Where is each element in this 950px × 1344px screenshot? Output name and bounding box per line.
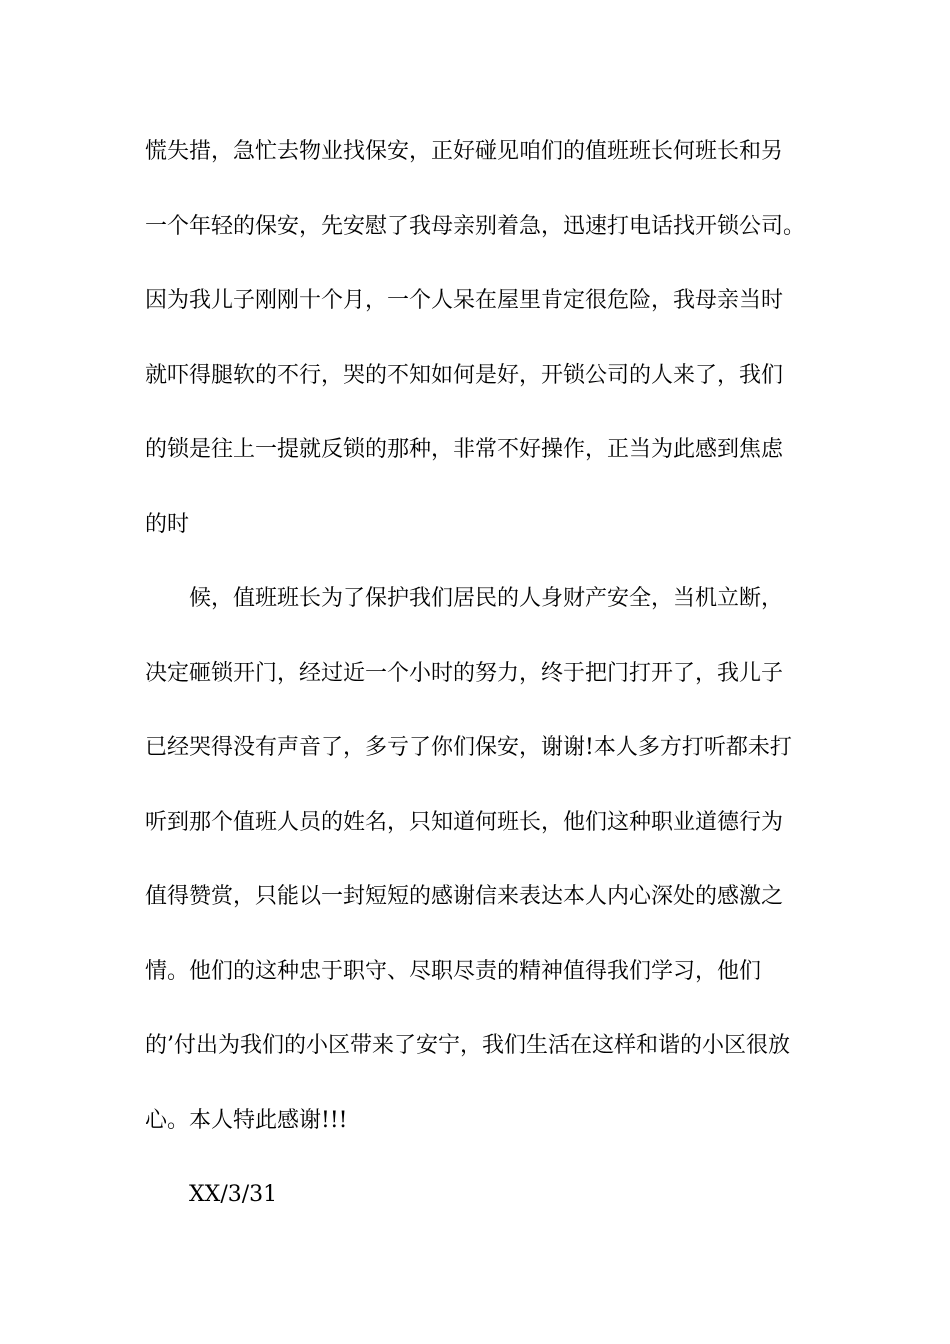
paragraph-line-2: 一个年轻的保安，先安慰了我母亲别着急，迅速打电话找开锁公司。: [145, 214, 806, 239]
paragraph-line-1: 慌失措，急忙去物业找保安，正好碰见咱们的值班班长何班长和另: [145, 139, 784, 164]
paragraph-line-8: 决定砸锁开门，经过近一个小时的努力，终于把门打开了，我儿子: [145, 661, 784, 686]
paragraph-line-14: 心。本人特此感谢!!!: [145, 1108, 348, 1133]
paragraph-line-12: 情。他们的这种忠于职守、尽职尽责的精神值得我们学习，他们: [145, 959, 762, 984]
date-line: XX/3/31: [189, 1182, 278, 1207]
paragraph-line-4: 就吓得腿软的不行，哭的不知如何是好，开锁公司的人来了，我们: [145, 363, 784, 388]
paragraph-line-6: 的时: [145, 512, 190, 537]
paragraph-line-5: 的锁是往上一提就反锁的那种，非常不好操作，正当为此感到焦虑: [145, 437, 784, 462]
paragraph-line-10: 听到那个值班人员的姓名，只知道何班长，他们这种职业道德行为: [145, 810, 784, 835]
paragraph-line-13: 的’付出为我们的小区带来了安宁，我们生活在这样和谐的小区很放: [145, 1033, 790, 1058]
paragraph-line-3: 因为我儿子刚刚十个月，一个人呆在屋里肯定很危险，我母亲当时: [145, 288, 784, 313]
paragraph-line-9: 已经哭得没有声音了，多亏了你们保安，谢谢!本人多方打听都未打: [145, 735, 792, 760]
paragraph-line-11: 值得赞赏，只能以一封短短的感谢信来表达本人内心深处的感激之: [145, 884, 784, 909]
paragraph-line-7: 候，值班班长为了保护我们居民的人身财产安全，当机立断，: [189, 586, 784, 611]
